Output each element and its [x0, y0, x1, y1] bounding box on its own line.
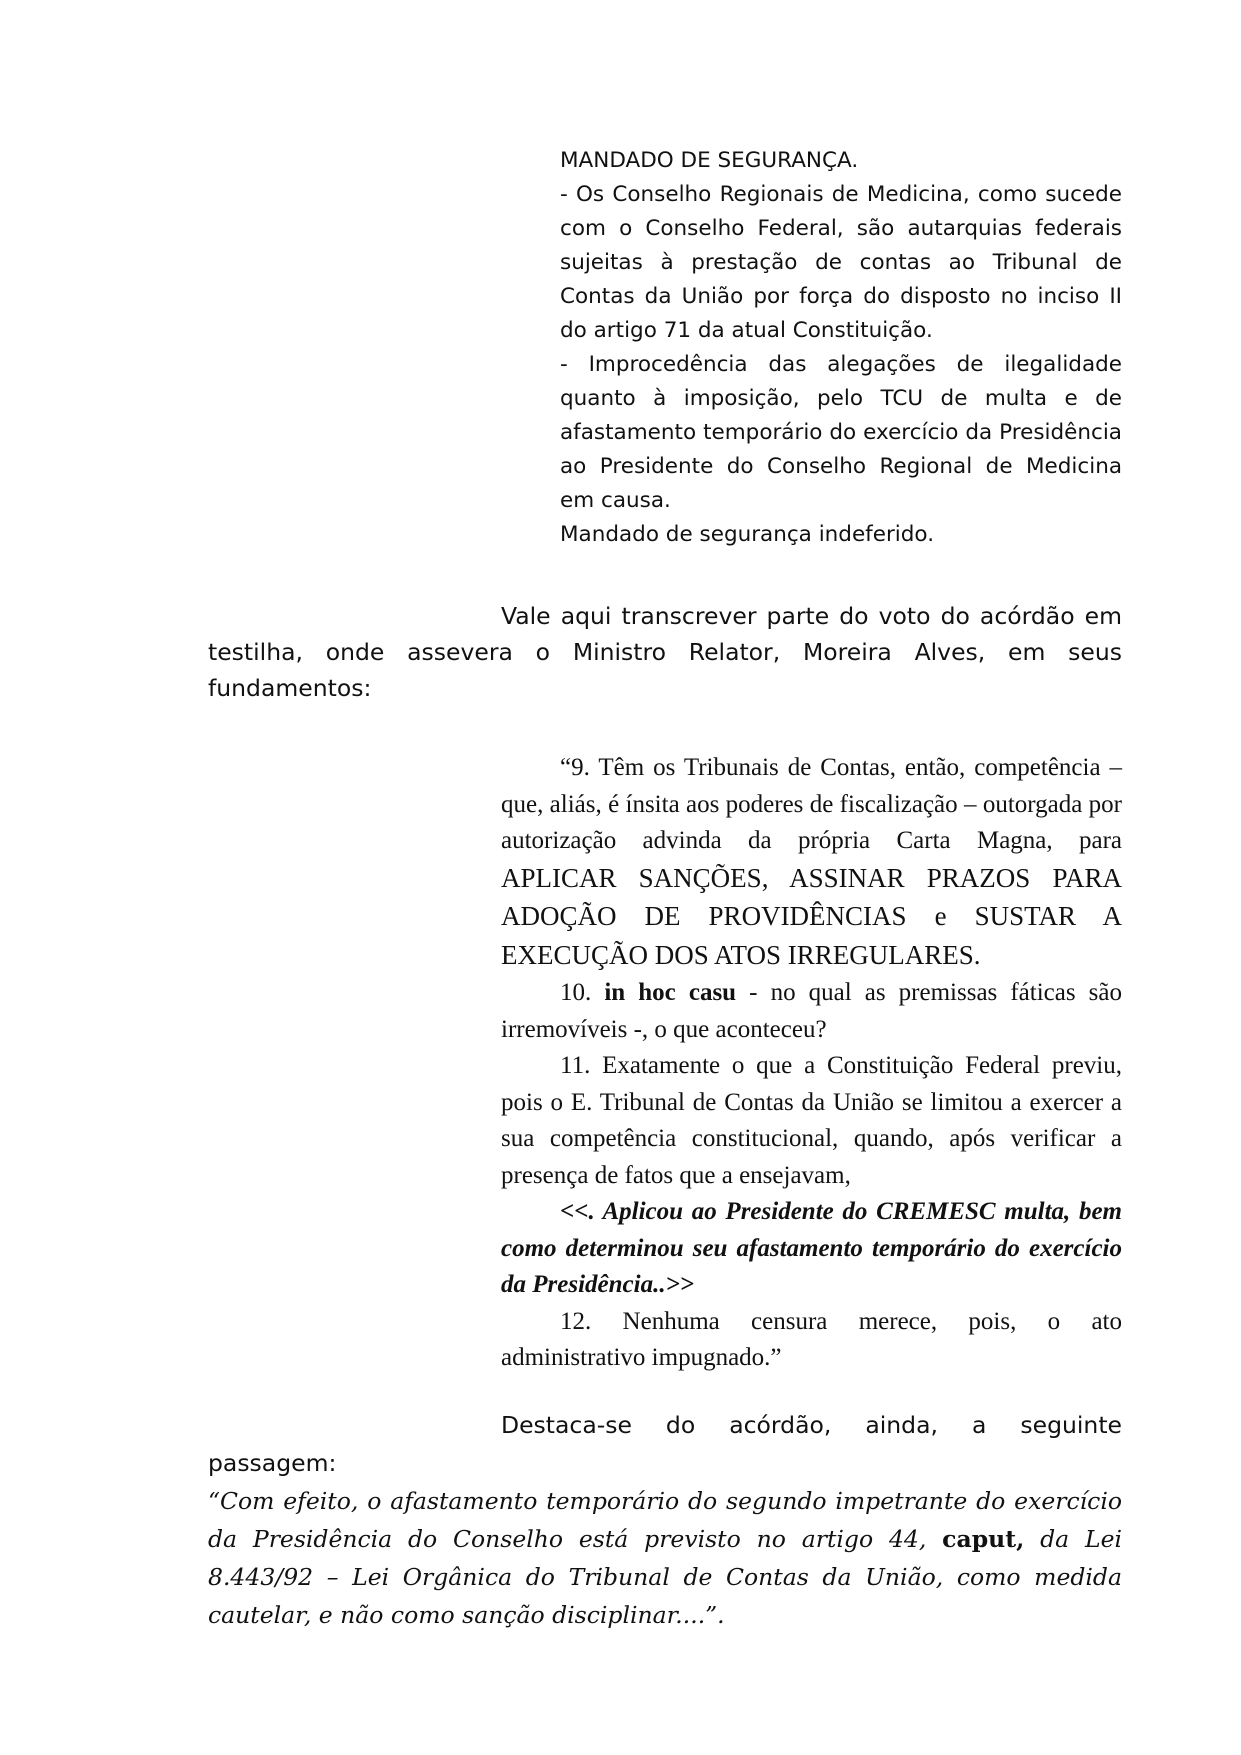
passage-lead: Destaca-se do acórdão, ainda, a seguinte passagem:: [208, 1411, 1122, 1477]
quote-paragraph-12: 12. Nenhuma censura merece, pois, o ato administrativo impugnado.”: [501, 1307, 1122, 1371]
quote-highlighted-excerpt: <<. Aplicou ao Presidente do CREMESC multa, bem como determinou seu afastamento temporário do exercício da Presidência..>>: [501, 1198, 1122, 1298]
quote-paragraph-10-number: 10.: [560, 979, 605, 1006]
quote-paragraph-11: 11. Exatamente o que a Constituição Federal previu, pois o E. Tribunal de Contas da União se limitou a exercer a sua competência constitucional, quando, após verificar a presença de fatos que a ensejavam,: [501, 1052, 1122, 1189]
quote-paragraph-10: [501, 975, 1122, 1048]
ementa-title: MANDADO DE SEGURANÇA.: [560, 148, 859, 173]
passage-block: [208, 1406, 1122, 1634]
ementa-conclusion: Mandado de segurança indeferido.: [560, 522, 935, 547]
passage-quote-caput: caput,: [942, 1525, 1025, 1553]
ementa-item-autarquias: - Os Conselho Regionais de Medicina, como sucede com o Conselho Federal, são autarquias federais sujeitas à prestação de contas ao Tribunal de Contas da União por força do disposto no inciso II do artigo 71 da atual Constituição.: [560, 182, 1122, 343]
quote-paragraph-10-latin: in hoc casu: [604, 979, 737, 1006]
passage-quote-start: “Com efeito, o afastamento temporário do segundo impetrante do exercício da Presidência do Conselho está previsto no artigo 44,: [208, 1487, 1122, 1553]
passage-quote-end: da Lei 8.443/92 – Lei Orgânica do Tribunal de Contas da União, como medida cautelar, e não como sanção disciplinar....”.: [208, 1525, 1122, 1629]
quote-paragraph-9-text: “9. Têm os Tribunais de Contas, então, competência – que, aliás, é ínsita aos poderes de fiscalização – outorgada por autorização advinda da própria Carta Magna, para: [501, 754, 1122, 854]
vote-quote-block: [501, 750, 1122, 1377]
passage-quote: [208, 1482, 1122, 1634]
quote-paragraph-10-text: - no qual as premissas fáticas são irremovíveis -, o que aconteceu?: [501, 979, 1122, 1043]
ementa-item-improcedencia: - Improcedência das alegações de ilegalidade quanto à imposição, pelo TCU de multa e de afastamento temporário do exercício da Presidência ao Presidente do Conselho Regional de Medicina em causa.: [560, 352, 1122, 513]
ementa-block: [560, 144, 1122, 552]
intro-paragraph: Vale aqui transcrever parte do voto do acórdão em testilha, onde assevera o Ministro Relator, Moreira Alves, em seus fundamentos:: [208, 602, 1122, 702]
quote-paragraph-9: [501, 750, 1122, 975]
quote-paragraph-9-caps: APLICAR SANÇÕES, ASSINAR PRAZOS PARA ADOÇÃO DE PROVIDÊNCIAS e SUSTAR A EXECUÇÃO DOS ATOS IRREGULARES.: [501, 862, 1122, 970]
intro-paragraph-block: [208, 598, 1122, 706]
